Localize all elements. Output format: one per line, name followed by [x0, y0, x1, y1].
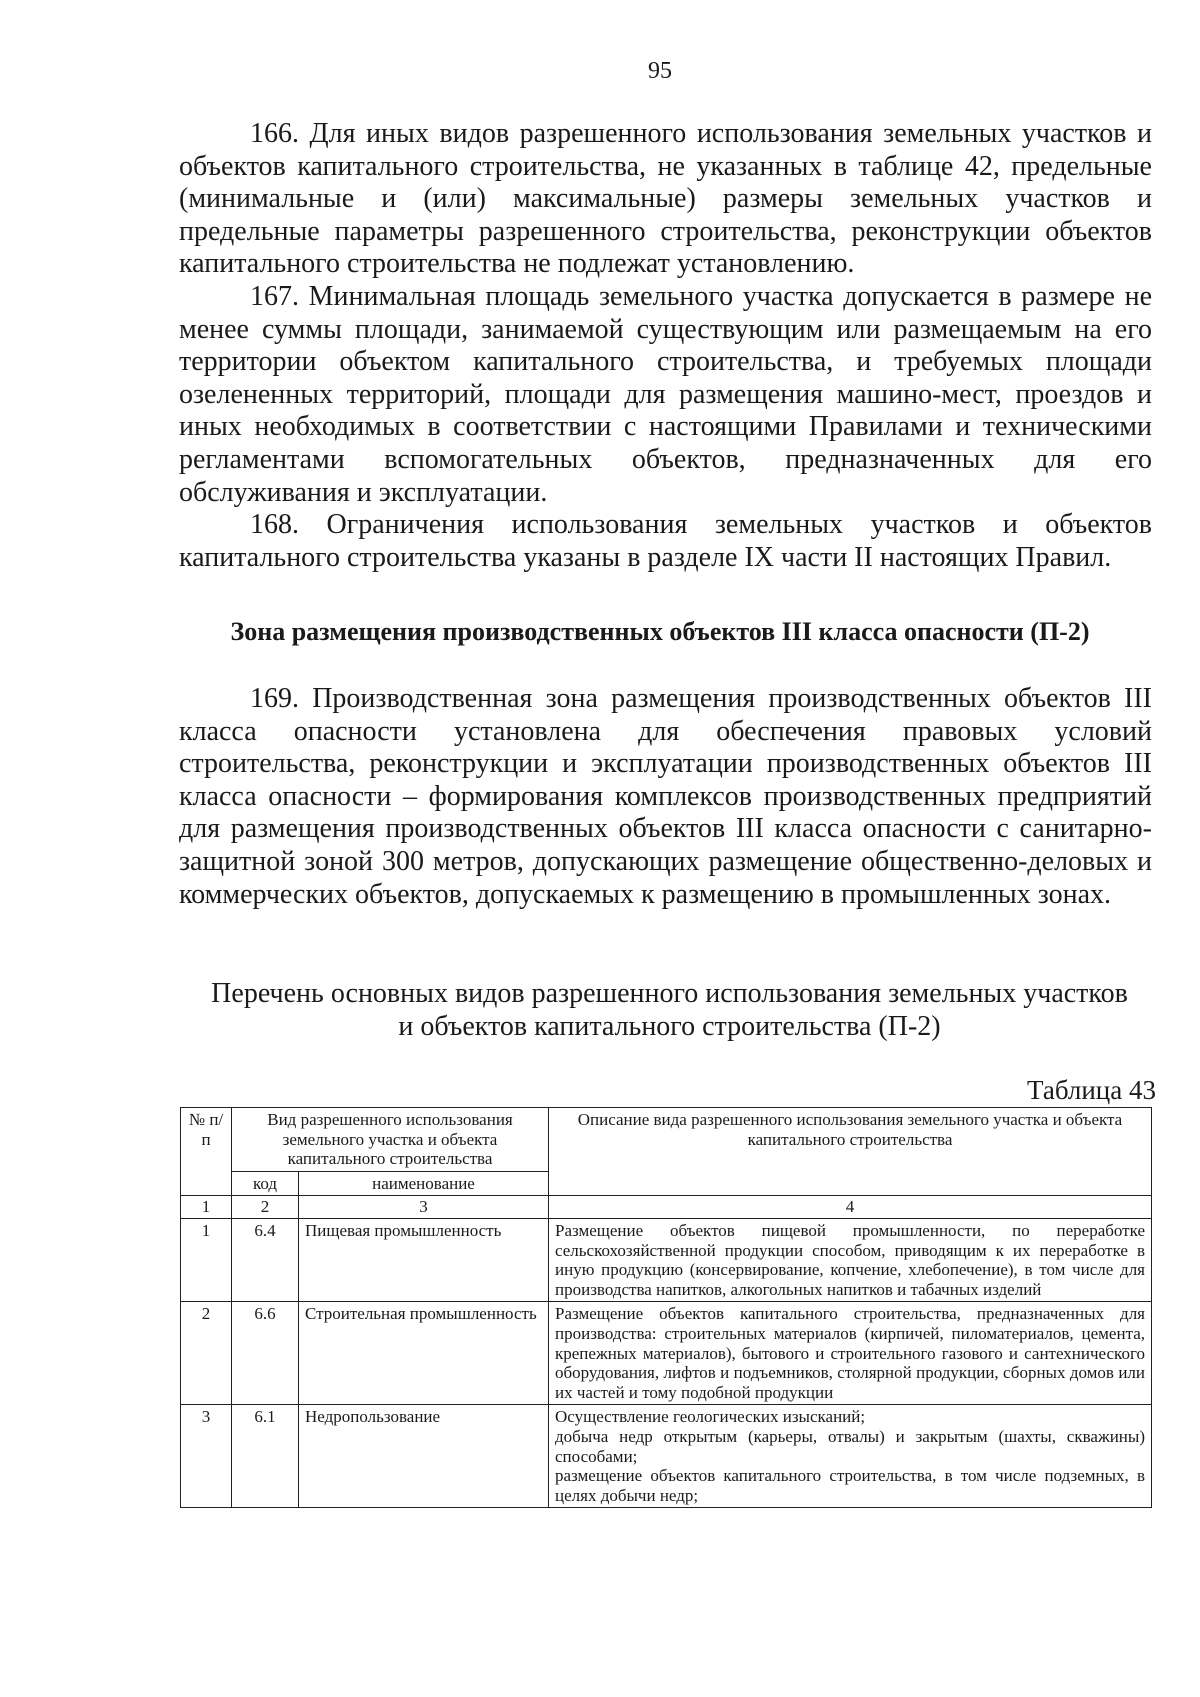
row-description [549, 1405, 1152, 1508]
paragraph-167: 167. Минимальная площадь земельного участка допускается в размере не менее суммы площади, занимаемой существующим или размещаемым на его территории объектом капитального строительства, и требуемых площади озелененных территорий, площади для размещения машино-мест, проездов и иных необходимых в соответствии с настоящими Правилами и техническими регламентами вспомогательных объектов, предназначенных для его обслуживания и эксплуатации. [179, 280, 1152, 508]
page-number: 95 [648, 58, 672, 84]
row-description: Размещение объектов капитального строительства, предназначенных для производства: строительных материалов (кирпичей, пиломатериалов, цемента, крепежных материалов), бытового и строительного газового и сантехнического оборудования, лифтов и подъемников, столярной продукции, сборных домов или их частей и тому подобной продукции [549, 1302, 1152, 1405]
table-label: Таблица 43 [1027, 1075, 1156, 1105]
list-title-line-1: Перечень основных видов разрешенного использования земельных участков [211, 978, 1128, 1009]
permitted-use-table [180, 1107, 1152, 1508]
row-description-line: размещение объектов капитального строительства, в том числе подземных, в целях добычи недр; [555, 1466, 1145, 1505]
paragraphs-top [179, 118, 1152, 574]
list-title [0, 977, 1200, 1043]
paragraph-169: 169. Производственная зона размещения производственных объектов III класса опасности установлена для обеспечения правовых условий строительства, реконструкции и эксплуатации производственных объектов III класса опасности – формирования комплексов производственных предприятий для размещения производственных объектов III класса опасности с санитарно-защитной зоной 300 метров, допускающих размещение общественно-деловых и коммерческих объектов, допускаемых к размещению в промышленных зонах. [179, 683, 1152, 910]
row-description-line: добыча недр открытым (карьеры, отвалы) и закрытым (шахты, скважины) способами; [555, 1426, 1145, 1466]
row-num: 1 [181, 1218, 232, 1301]
section-heading: Зона размещения производственных объектов III класса опасности (П-2) [230, 617, 1090, 646]
row-num: 2 [181, 1302, 232, 1405]
column-number: 3 [299, 1196, 549, 1219]
column-number: 4 [549, 1196, 1152, 1219]
header-type: Вид разрешенного использования земельного участка и объекта капитального строительства [232, 1108, 549, 1172]
header-description: Описание вида разрешенного использования земельного участка и объекта капитального строительства [549, 1108, 1152, 1196]
paragraph-166: 166. Для иных видов разрешенного использования земельных участков и объектов капитального строительства, не указанных в таблице 42, предельные (минимальные и (или) максимальные) размеры земельных участков и предельные параметры разрешенного строительства, реконструкции объектов капитального строительства не подлежат установлению. [179, 118, 1152, 280]
paragraph-169-block [179, 683, 1152, 911]
header-code: код [232, 1171, 299, 1196]
row-code: 6.6 [232, 1302, 299, 1405]
row-description-line: Осуществление геологических изысканий; [555, 1407, 866, 1427]
header-num: № п/п [181, 1108, 232, 1196]
column-number: 1 [181, 1196, 232, 1219]
row-code: 6.4 [232, 1218, 299, 1301]
column-number: 2 [232, 1196, 299, 1219]
row-name: Строительная промышленность [299, 1302, 549, 1405]
row-num: 3 [181, 1405, 232, 1508]
list-title-line-2: и объектов капитального строительства (П-2) [398, 1011, 941, 1042]
table-row [181, 1302, 1152, 1405]
table-43 [180, 1107, 1151, 1508]
row-code: 6.1 [232, 1405, 299, 1508]
row-name: Пищевая промышленность [299, 1218, 549, 1301]
table-row [181, 1405, 1152, 1508]
table-row [181, 1218, 1152, 1301]
column-number-row [181, 1196, 1152, 1219]
header-name: наименование [299, 1171, 549, 1196]
row-description: Размещение объектов пищевой промышленности, по переработке сельскохозяйственной продукции способом, приводящим к их переработке в иную продукцию (консервирование, копчение, хлебопечение), в том числе для производства напитков, алкогольных напитков и табачных изделий [549, 1218, 1152, 1301]
paragraph-168: 168. Ограничения использования земельных участков и объектов капитального строительства указаны в разделе IX части II настоящих Правил. [179, 509, 1152, 573]
row-name: Недропользование [299, 1405, 549, 1508]
